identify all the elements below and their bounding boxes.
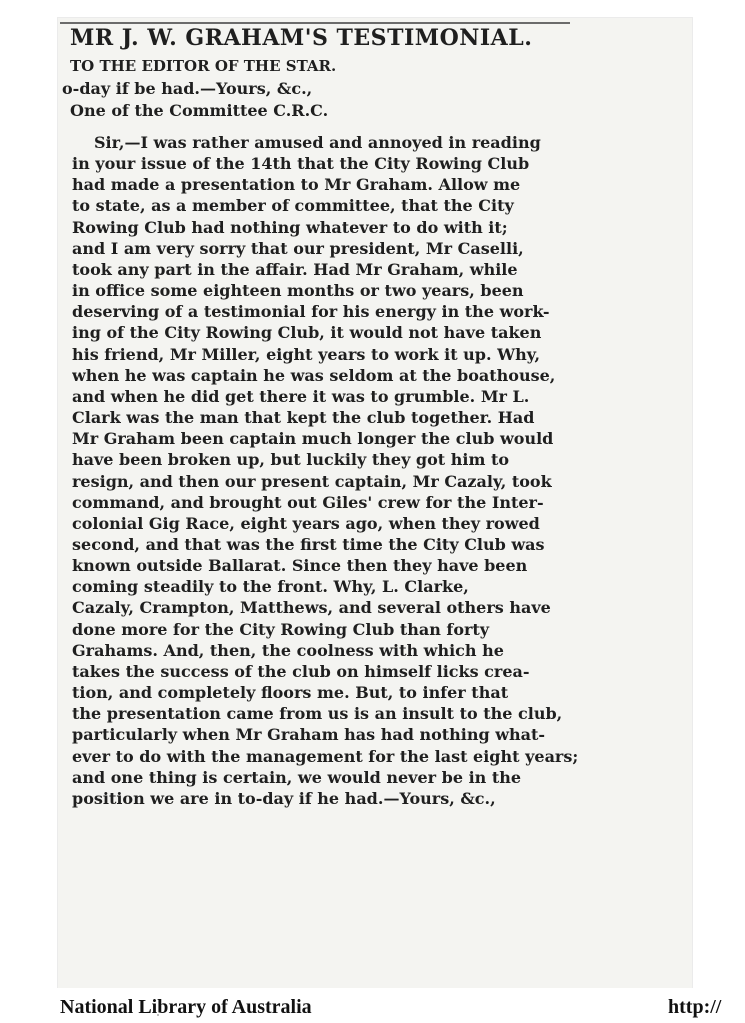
body-line-8: in office some eighteen months or two years, been bbox=[72, 281, 524, 301]
body-line-18: command, and brought out Giles' crew for the Inter- bbox=[72, 492, 544, 512]
body-line-10: ing of the City Rowing Club, it would not have taken bbox=[72, 323, 542, 343]
body-line-7: took any part in the affair. Had Mr Graham, while bbox=[72, 259, 518, 279]
body-line-2: in your issue of the 14th that the City Rowing Club bbox=[72, 154, 530, 174]
scan-speck bbox=[157, 1014, 159, 1016]
body-line-12: when he was captain he was seldom at the boathouse, bbox=[72, 365, 556, 385]
body-line-11: his friend, Mr Miller, eight years to work it up. Why, bbox=[72, 344, 541, 364]
body-line-19: colonial Gig Race, eight years ago, when they rowed bbox=[72, 513, 540, 533]
body-line-30: ever to do with the management for the last eight years; bbox=[72, 746, 579, 766]
body-line-25: Grahams. And, then, the coolness with which he bbox=[72, 640, 504, 660]
body-line-27: tion, and completely floors me. But, to infer that bbox=[72, 683, 509, 703]
body-line-20: second, and that was the first time the City Club was bbox=[72, 534, 545, 554]
article-headline: MR J. W. GRAHAM'S TESTIMONIAL. bbox=[70, 25, 533, 51]
body-line-13: and when he did get there it was to grumble. Mr L. bbox=[72, 386, 530, 406]
body-line-26: takes the success of the club on himself licks crea- bbox=[72, 661, 530, 681]
body-line-28: the presentation came from us is an insult to the club, bbox=[72, 704, 563, 724]
body-line-23: Cazaly, Crampton, Matthews, and several others have bbox=[72, 598, 551, 618]
signature-heading: One of the Committee C.R.C. bbox=[70, 101, 329, 120]
body-line-16: have been broken up, but luckily they got him to bbox=[72, 450, 510, 470]
to-editor-heading: TO THE EDITOR OF THE STAR. bbox=[70, 57, 337, 75]
body-line-31: and one thing is certain, we would never be in the bbox=[72, 767, 522, 787]
body-line-29: particularly when Mr Graham has had nothing what- bbox=[72, 725, 546, 745]
body-line-9: deserving of a testimonial for his energy in the work- bbox=[72, 302, 550, 322]
clipping-top-rule bbox=[60, 22, 570, 24]
article-body bbox=[72, 132, 684, 809]
source-credit: National Library of Australia bbox=[60, 996, 312, 1018]
source-url: http:// bbox=[668, 996, 722, 1018]
body-line-24: done more for the City Rowing Club than forty bbox=[72, 619, 490, 639]
body-line-14: Clark was the man that kept the club together. Had bbox=[72, 408, 535, 428]
body-line-3: had made a presentation to Mr Graham. Allow me bbox=[72, 175, 521, 195]
body-line-17: resign, and then our present captain, Mr Cazaly, took bbox=[72, 471, 552, 491]
body-line-5: Rowing Club had nothing whatever to do with it; bbox=[72, 217, 508, 237]
truncated-previous-letter-ending: o-day if be had.—Yours, &c., bbox=[62, 79, 313, 98]
body-line-22: coming steadily to the front. Why, L. Clarke, bbox=[72, 577, 469, 597]
body-line-32: position we are in to-day if he had.—Yours, &c., bbox=[72, 788, 496, 808]
body-line-21: known outside Ballarat. Since then they have been bbox=[72, 556, 528, 576]
body-line-1: Sir,—I was rather amused and annoyed in reading bbox=[94, 133, 541, 152]
body-line-4: to state, as a member of committee, that the City bbox=[72, 196, 514, 216]
body-line-15: Mr Graham been captain much longer the club would bbox=[72, 429, 554, 449]
body-line-6: and I am very sorry that our president, Mr Caselli, bbox=[72, 238, 524, 258]
